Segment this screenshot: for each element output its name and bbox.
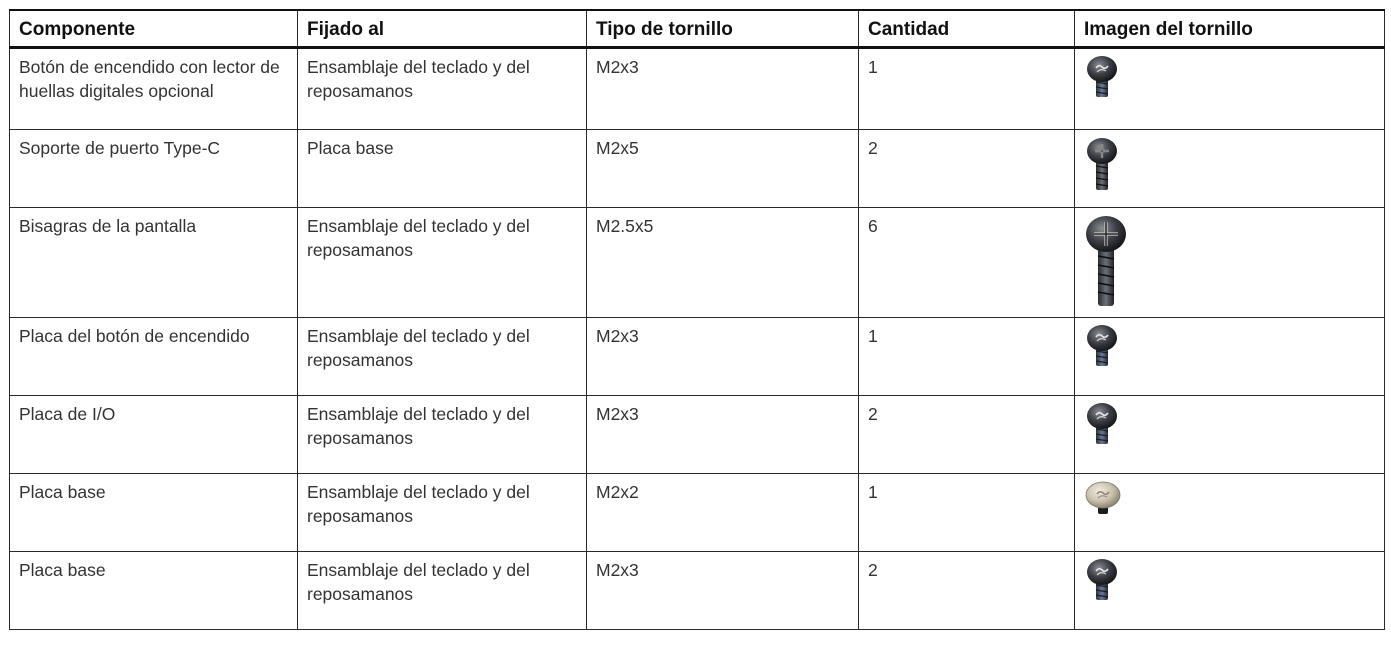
header-screw-image: Imagen del tornillo [1075,10,1385,47]
quantity-cell: 1 [859,473,1075,551]
table-row [10,473,1385,551]
table-row [10,129,1385,207]
component-cell: Botón de encendido con lector de huellas digitales opcional [10,47,298,129]
header-component: Componente [10,10,298,47]
screw-type-cell: M2x3 [587,551,859,629]
component-cell: Placa del botón de encendido [10,317,298,395]
header-quantity: Cantidad [859,10,1075,47]
quantity-cell: 1 [859,317,1075,395]
m2x3-screw-icon [1084,324,1120,368]
quantity-cell: 1 [859,47,1075,129]
quantity-cell: 2 [859,129,1075,207]
fixed-to-cell: Ensamblaje del teclado y del reposamanos [298,47,587,129]
screw-image-cell [1075,129,1385,207]
m2x3-screw-icon [1084,558,1120,602]
fixed-to-cell: Ensamblaje del teclado y del reposamanos [298,473,587,551]
header-row [10,10,1385,47]
m2x2-silver-screw-icon [1084,480,1122,516]
screw-image-cell [1075,551,1385,629]
fixed-to-cell: Ensamblaje del teclado y del reposamanos [298,551,587,629]
component-cell: Soporte de puerto Type-C [10,129,298,207]
quantity-cell: 6 [859,207,1075,317]
header-screw-type: Tipo de tornillo [587,10,859,47]
screw-type-cell: M2x2 [587,473,859,551]
header-fixed-to: Fijado al [298,10,587,47]
table-row [10,317,1385,395]
fixed-to-cell: Ensamblaje del teclado y del reposamanos [298,395,587,473]
screw-image-cell [1075,317,1385,395]
screw-type-cell: M2x3 [587,395,859,473]
fixed-to-cell: Ensamblaje del teclado y del reposamanos [298,317,587,395]
screw-type-cell: M2x3 [587,47,859,129]
screw-image-cell [1075,47,1385,129]
fixed-to-cell: Ensamblaje del teclado y del reposamanos [298,207,587,317]
component-cell: Placa base [10,551,298,629]
screw-image-cell [1075,207,1385,317]
screw-image-cell [1075,395,1385,473]
table-row [10,47,1385,129]
quantity-cell: 2 [859,551,1075,629]
fixed-to-cell: Placa base [298,129,587,207]
quantity-cell: 2 [859,395,1075,473]
component-cell: Placa de I/O [10,395,298,473]
screw-type-cell: M2x5 [587,129,859,207]
m2x3-screw-icon [1084,402,1120,446]
table-row [10,207,1385,317]
table-row [10,551,1385,629]
m2-5x5-screw-icon [1084,214,1128,308]
screw-type-cell: M2.5x5 [587,207,859,317]
table-row [10,395,1385,473]
component-cell: Placa base [10,473,298,551]
m2x3-screw-icon [1084,55,1120,99]
screw-table [9,9,1385,630]
m2x5-screw-icon [1084,136,1120,192]
component-cell: Bisagras de la pantalla [10,207,298,317]
screw-image-cell [1075,473,1385,551]
screw-type-cell: M2x3 [587,317,859,395]
